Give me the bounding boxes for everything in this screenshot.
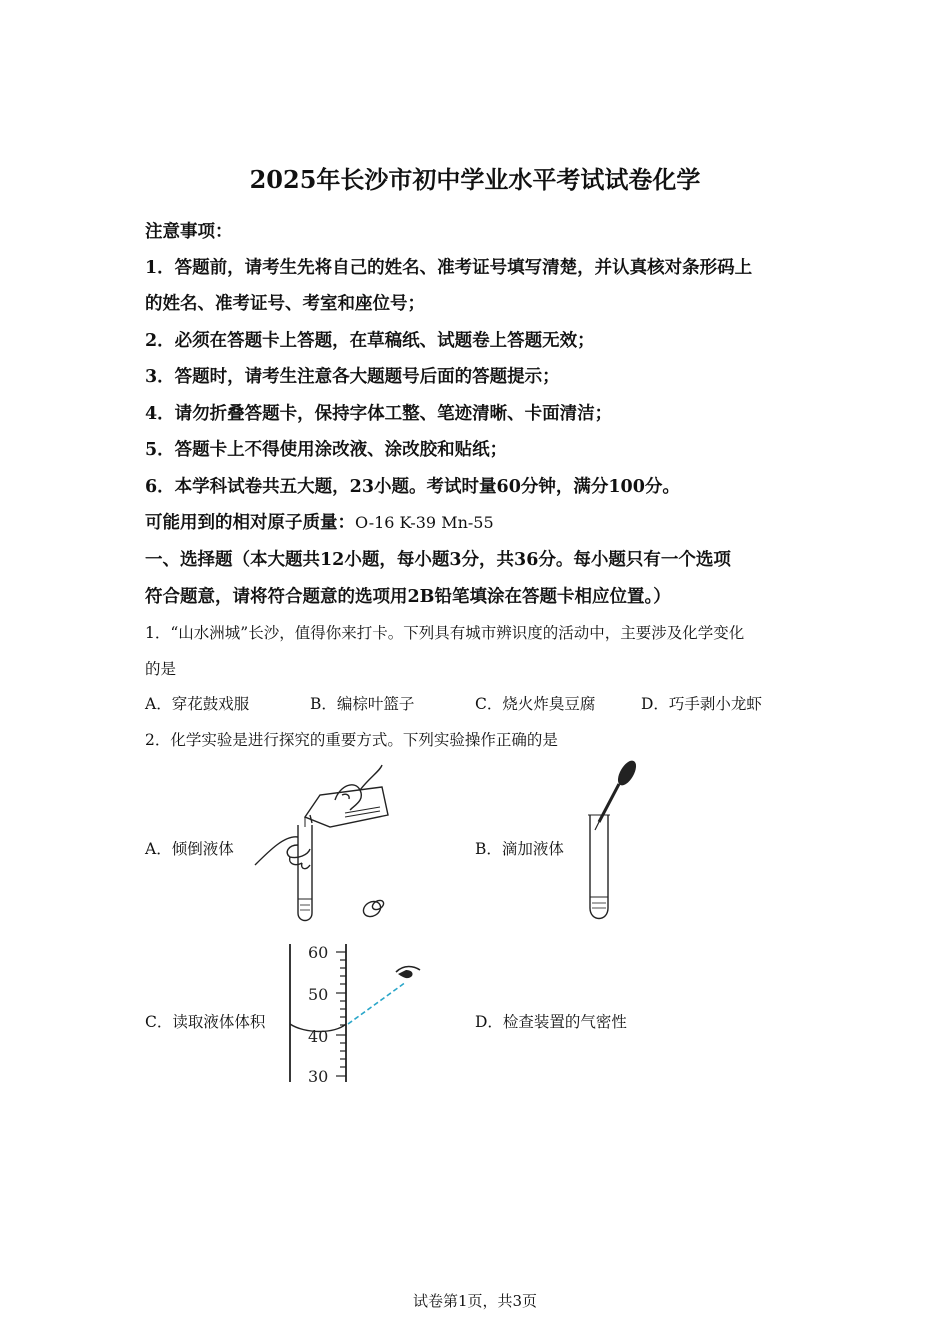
q2-option-d: D．检查装置的气密性 xyxy=(475,1013,627,1031)
notice-item-4: 4．请勿折叠答题卡，保持字体工整、笔迹清晰、卡面清洁； xyxy=(145,404,613,424)
atomic-mass-label: 可能用到的相对原子质量： xyxy=(145,513,355,533)
eye-icon xyxy=(396,967,420,979)
q2-stem: 2．化学实验是进行探究的重要方式。下列实验操作正确的是 xyxy=(145,731,558,749)
atomic-mass-values: O-16 K-39 Mn-55 xyxy=(355,513,494,532)
notice-item-6: 6．本学科试卷共五大题，23小题。考试时量60分钟，满分100分。 xyxy=(145,477,680,497)
q1-option-c: C．烧火炸臭豆腐 xyxy=(475,695,596,713)
notice-item-3: 3．答题时，请考生注意各大题题号后面的答题提示； xyxy=(145,367,560,387)
q2-option-b: B．滴加液体 xyxy=(475,840,564,858)
notice-item-1-cont: 的姓名、准考证号、考室和座位号； xyxy=(145,294,425,314)
notice-item-1: 1．答题前，请考生先将自己的姓名、准考证号填写清楚，并认真核对条形码上 xyxy=(145,258,753,278)
section1-heading-line2: 符合题意，请将符合题意的选项用2B铅笔填涂在答题卡相应位置。） xyxy=(145,587,671,607)
notice-item-5: 5．答题卡上不得使用涂改液、涂改胶和贴纸； xyxy=(145,440,508,460)
q1-stem-line1: 1．“山水洲城”长沙，值得你来打卡。下列具有城市辨识度的活动中，主要涉及化学变化 xyxy=(145,624,745,642)
q1-option-d: D．巧手剥小龙虾 xyxy=(641,695,762,713)
pouring-liquid-figure xyxy=(250,765,400,925)
atomic-mass-line xyxy=(145,509,494,534)
tick-label-40: 40 xyxy=(308,1027,329,1046)
tick-label-60: 60 xyxy=(308,943,329,962)
q2-option-c: C．读取液体体积 xyxy=(145,1013,266,1031)
q1-option-a: A．穿花鼓戏服 xyxy=(145,695,250,713)
sight-line xyxy=(348,982,406,1024)
section1-heading-line1: 一、选择题（本大题共12小题，每小题3分，共36分。每小题只有一个选项 xyxy=(145,550,731,570)
page-footer: 试卷第1页，共3页 xyxy=(412,1292,538,1310)
tick-label-30: 30 xyxy=(308,1067,329,1086)
q1-option-b: B．编棕叶篮子 xyxy=(310,695,415,713)
notice-item-2: 2．必须在答题卡上答题，在草稿纸、试题卷上答题无效； xyxy=(145,331,595,351)
dropping-liquid-figure xyxy=(575,760,645,925)
cylinder-reading-figure xyxy=(280,940,430,1090)
q1-stem-line2: 的是 xyxy=(145,660,177,678)
page-title: 2025年长沙市初中学业水平考试试卷化学 xyxy=(249,165,701,194)
cylinder-ticks xyxy=(336,952,346,1076)
notice-heading: 注意事项： xyxy=(145,222,233,242)
q2-option-a: A．倾倒液体 xyxy=(145,840,234,858)
tick-label-50: 50 xyxy=(308,985,329,1004)
